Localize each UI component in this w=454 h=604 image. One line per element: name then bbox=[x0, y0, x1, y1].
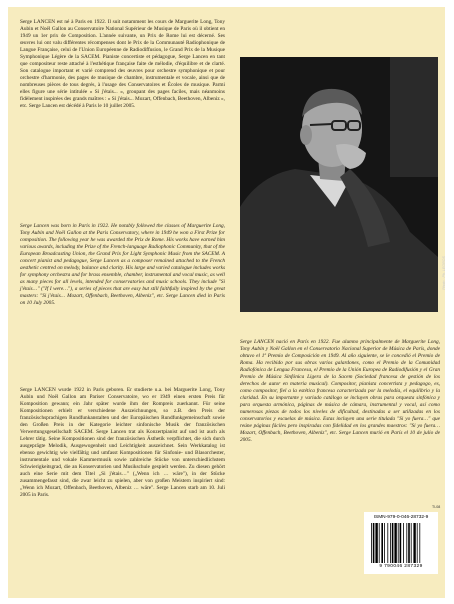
catalog-code: Tl-08 bbox=[432, 505, 441, 509]
back-cover-page bbox=[8, 7, 445, 598]
barcode-label bbox=[364, 512, 438, 574]
biography-german: Serge LANCEN wurde 1922 in Paris geboren. Er studierte u.a. bei Marguerite Long, Tony Aubin und Noël Gallon am Pariser Conservatoire, wo er 1949 einen ersten Preis für Komposition gewann; ein Jahr später wurde ihm der Rompreis zuerkannt. Für seine Kompositionen erhielt er verschiedene Auszeichnungen, so z.B. den Preis der französischsprachigen Rundfunkanstalten und der Europäischen Rundfunkgemeinschaft sowie den Großen Preis in der Kategorie leichter sinfonische Musik der französischen Verwertungsgesellschaft SACEM. Serge Lancen trat als Konzertpianist auf und ist auch als Lehrer tätig. Seine Kompositionen sind der französischen Ästhetik verpflichtet, die sich durch ausgeprägte Melodik, Ausgewogenheit und Leichtigkeit auszeichnet. Sein Werkkatalog ist ebenso gewichtig wie vielfältig und umfasst Kompositionen für Sinfonie- und Blasorchester, instrumentale und vokale Kammermusik sowie zahlreiche Stücke von unterschiedlichstem Schwierigkeitsgrad, die an Konservatorien und Musikschule gespielt werden. Zu diesen gehört auch eine Serie mit dem Titel „Si j'étais…" („Wenn ich … wäre"), in der Stücke zusammengefasst sind, die zwar leicht zu spielen, aber von großen Meistern inspiriert sind: „Wenn ich Mozart, Offenbach, Beethoven, Albeniz … wäre". Serge Lancen starb am 10. Juli 2005 in Paris. bbox=[20, 387, 225, 499]
barcode-image bbox=[371, 523, 431, 563]
composer-portrait-image bbox=[240, 57, 438, 312]
biography-spanish: Serge LANCEN nació en París en 1922. Fue alumno principalmente de Marguerite Long, Tony Aubin y Noël Gallon en el Conservatorio Nacional Superior de Música de París, donde obtuvo el 1º Premio de Composición en 1949. Al año siguiente, se le concedió el Premio de Roma. Ha recibido por sus obras varios galardones, como el Premio de la Comunidad Radiofónica de Lengua Francesa, el Premio de la Unión Europea de Radiodifusión y el Gran Premio de Música Sinfónica Ligera de la Sacem (Sociedad francesa de gestión de los derechos de autor en materia musical). Compositor, pianista concertista y pedagogo, es, como compositor, fiel a la estética francesa caracterizada por la melodía, el equilibrio y la claridad. En su importante y variado catálogo se incluyen obras para orquesta sinfónica y para orquesta armónica, páginas de música de cámara, instrumental y vocal, así como numerosas piezas de todos los niveles de dificultad, destinadas a ser utilizadas en los conservatorios y escuelas de música. Estas incluyen una serie titulada "Si yo fuera…" que reúne páginas fáciles pero inspiradas con fidelidad en los grandes maestros: "Si yo fuera… Mozart, Offenbach, Beethoven, Albeniz", etc. Serge Lancen murió en París el 10 de julio de 2005. bbox=[240, 339, 440, 444]
barcode-number: 9 790046 287329 bbox=[379, 564, 423, 569]
ismn-number: ISMN-979-0-046-28732-9 bbox=[373, 515, 429, 520]
biography-french: Serge LANCEN est né à Paris en 1922. Il suit notamment les cours de Marguerite Long, Tony Aubin et Noël Gallon au Conservatoire National Supérieur de Musique de Paris où il obtient en 1949 un 1er prix de Composition. L'année suivante, un Prix de Rome lui est décerné. Ses œuvres lui ont valu différentes récompenses dont le Prix de la Communauté Radiophonique de Langue Française, celui de l'Union Européenne de Radiodiffusion, le Grand Prix de la Musique Symphonique Légère de la SACEM. Pianiste concertiste et pédagogue, Serge Lancen en tant que compositeur reste attaché à l'esthétique française faite de mélodie, d'équilibre et de clarté. Son catalogue important et varié comprend des œuvres pour orchestre symphonique et pour orchestre d'harmonie, des pages de musique de chambre, instrumentale et vocale, ainsi que de nombreuses pièces de tous degrés, à l'usage des Conservatoires et Écoles de musique. Parmi elles figure une série intitulée « Si j'étais... », groupant des pages faciles, mais néanmoins fidèlement inspirées des grands maîtres : « Si j'étais... Mozart, Offenbach, Beethoven, Albeniz », etc. Serge Lancen est décédé à Paris le 10 juillet 2005. bbox=[20, 19, 225, 110]
photo-credit: Photo : Ph. LEGROS bbox=[442, 256, 446, 290]
biography-english: Serge Lancen was born in Paris in 1922. He notably followed the classes of Marguerite Long, Tony Aubin and Noël Gallon at the Paris Conservatory, where in 1949 he won a First Prize for composition. The following year he was awarded the Prix de Rome. His works have earned him various awards, including the Prize of the French-language Radiophonic Community, that of the European Broadcasting Union, the Grand Prix for Light Symphonic Music from the SACEM. A concert pianist and pedagogue, Serge Lancen as a composer remained attached to the French aesthetic centred on melody, balance and clarity. His large and varied catalogue includes works for symphony orchestra and for brass ensemble, chamber, instrumental and vocal music, as well as many pieces for all levels, intended for conservatories and music schools. They include "Si j'étais…" ("If I were…"), a series of pieces that are easy but still faithfully inspired by the great masters: "Si j'étais… Mozart, Offenbach, Beethoven, Albeniz", etc. Serge Lancen died in Paris on 10 July 2005. bbox=[20, 223, 225, 307]
composer-photo bbox=[240, 57, 446, 312]
